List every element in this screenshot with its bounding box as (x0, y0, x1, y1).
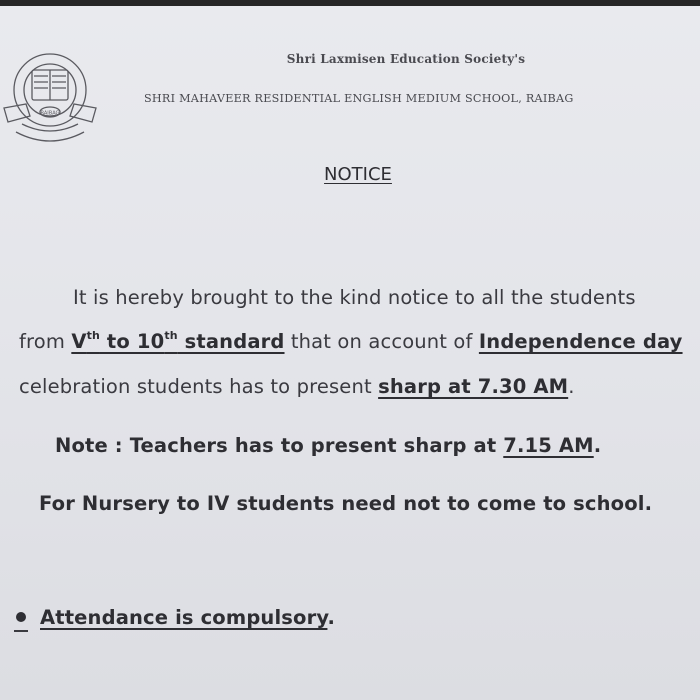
notice-line-3 (19, 375, 575, 398)
society-name: Shri Laxmisen Education Society's (286, 52, 526, 66)
notice-line-2 (19, 329, 683, 353)
bullet-underline (14, 630, 28, 632)
nursery-note: For Nursery to IV students need not to come to school. (39, 492, 653, 515)
line2-middle: that on account of (284, 330, 479, 353)
grade-to-10: to 10 (99, 330, 165, 353)
attendance-end: . (327, 606, 335, 629)
notice-title: NOTICE (324, 164, 392, 185)
emblem-label: RAIBAG (40, 110, 60, 117)
attendance-text: Attendance is compulsory (40, 606, 328, 629)
standard-word: standard (177, 330, 285, 353)
school-name: SHRI MAHAVEER RESIDENTIAL ENGLISH MEDIUM SCHOOL, RAIBAG (144, 92, 574, 105)
note-prefix: Note : Teachers has to present sharp at (55, 434, 504, 457)
line3-end: . (568, 375, 575, 398)
attendance-line (40, 606, 335, 629)
note-end: . (593, 434, 602, 457)
notice-heading (0, 164, 700, 185)
line2-prefix: from (19, 330, 72, 353)
line3-prefix: celebration students has to present (19, 375, 379, 398)
standard-range (71, 330, 284, 353)
event-name: Independence day (478, 330, 683, 353)
ordinal-th-1: th (86, 329, 100, 342)
bullet-icon (16, 612, 26, 622)
ordinal-th-2: th (164, 329, 178, 342)
grade-v: V (71, 330, 87, 353)
notice-line-1: It is hereby brought to the kind notice to all the students (73, 286, 636, 309)
teacher-note (55, 434, 601, 457)
student-time: sharp at 7.30 AM (378, 375, 569, 398)
notice-paper (0, 6, 700, 700)
teacher-time: 7.15 AM (503, 434, 594, 457)
